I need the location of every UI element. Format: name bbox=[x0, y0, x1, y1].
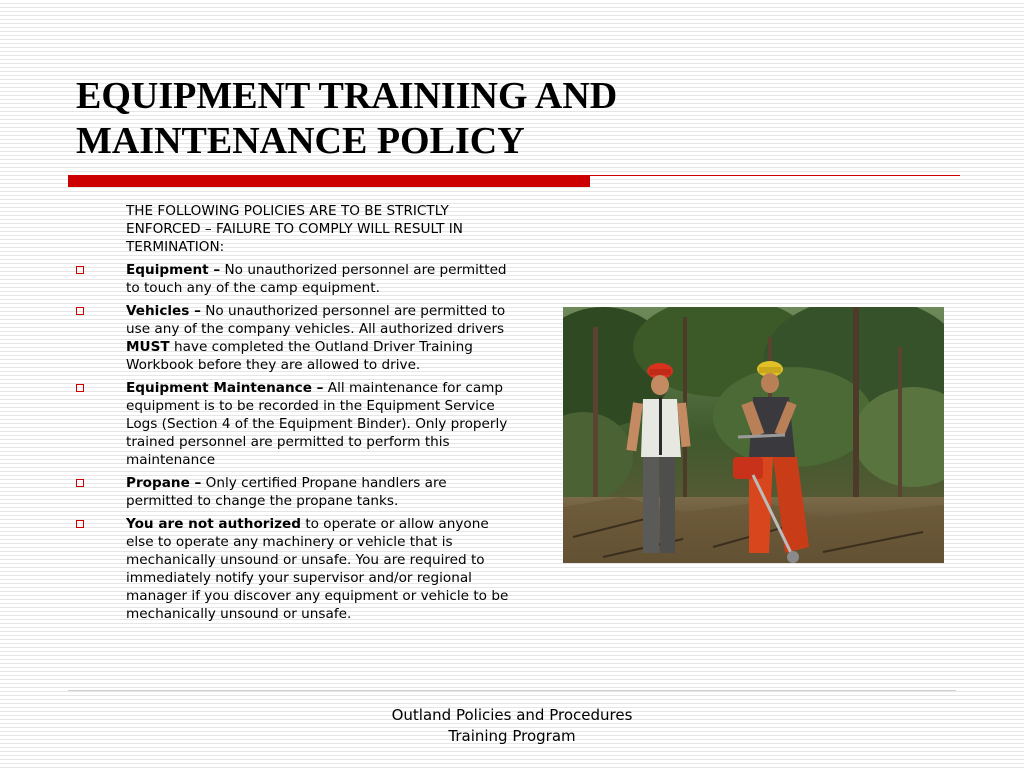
policy-item-text: No unauthorized personnel are permitted to touch any of the camp equipment. bbox=[126, 262, 507, 296]
hollow-square-bullet-icon bbox=[76, 266, 84, 274]
policy-item-propane bbox=[76, 474, 510, 510]
policy-item-text: All maintenance for camp equipment is to be recorded in the Equipment Service Logs (Section 4 of the Equipment Binder). Only properly trained personnel are permitted to perform this maintenance bbox=[126, 380, 508, 468]
policy-item-text: No unauthorized personnel are permitted to use any of the company vehicles. All authorized drivers bbox=[126, 303, 506, 337]
title-accent-line bbox=[590, 175, 960, 176]
slide-title-line-2: MAINTENANCE POLICY bbox=[76, 120, 525, 162]
hollow-square-bullet-icon bbox=[76, 479, 84, 487]
hollow-square-bullet-icon bbox=[76, 307, 84, 315]
hollow-square-bullet-icon bbox=[76, 384, 84, 392]
policy-item-text-continued: have completed the Outland Driver Training Workbook before they are allowed to drive. bbox=[126, 339, 473, 373]
policy-item-vehicles bbox=[76, 302, 510, 374]
policy-item-equipment bbox=[76, 261, 510, 297]
policy-item-emphasis: MUST bbox=[126, 339, 170, 355]
policy-item-heading: Vehicles – bbox=[126, 303, 201, 319]
policy-list bbox=[76, 202, 510, 628]
slide-title-line-1: EQUIPMENT TRAINIING AND bbox=[76, 75, 618, 117]
policy-item-not-authorized bbox=[76, 515, 510, 623]
forest-workers-photo bbox=[563, 307, 944, 563]
slide-footer bbox=[362, 705, 662, 747]
hollow-square-bullet-icon bbox=[76, 520, 84, 528]
policy-intro: THE FOLLOWING POLICIES ARE TO BE STRICTLY ENFORCED – FAILURE TO COMPLY WILL RESULT IN TERMINATION: bbox=[126, 203, 463, 255]
policy-item-heading: Equipment Maintenance – bbox=[126, 380, 324, 396]
policy-item-heading: Propane – bbox=[126, 475, 202, 491]
policy-item-text: to operate or allow anyone else to operate any machinery or vehicle that is mechanically unsound or unsafe. You are required to immediately notify your supervisor and/or regional manager if you discover any equipment or vehicle to be mechanically unsound or unsafe. bbox=[126, 516, 509, 622]
policy-item-text: Only certified Propane handlers are permitted to change the propane tanks. bbox=[126, 475, 447, 509]
title-accent-bar bbox=[68, 175, 590, 187]
policy-item-heading: Equipment – bbox=[126, 262, 221, 278]
footer-line-2: Training Program bbox=[448, 727, 576, 745]
policy-item-equipment-maintenance bbox=[76, 379, 510, 469]
policy-item-heading: You are not authorized bbox=[126, 516, 302, 532]
slide-title bbox=[76, 74, 776, 164]
footer-divider bbox=[68, 690, 956, 691]
footer-line-1: Outland Policies and Procedures bbox=[391, 706, 633, 724]
